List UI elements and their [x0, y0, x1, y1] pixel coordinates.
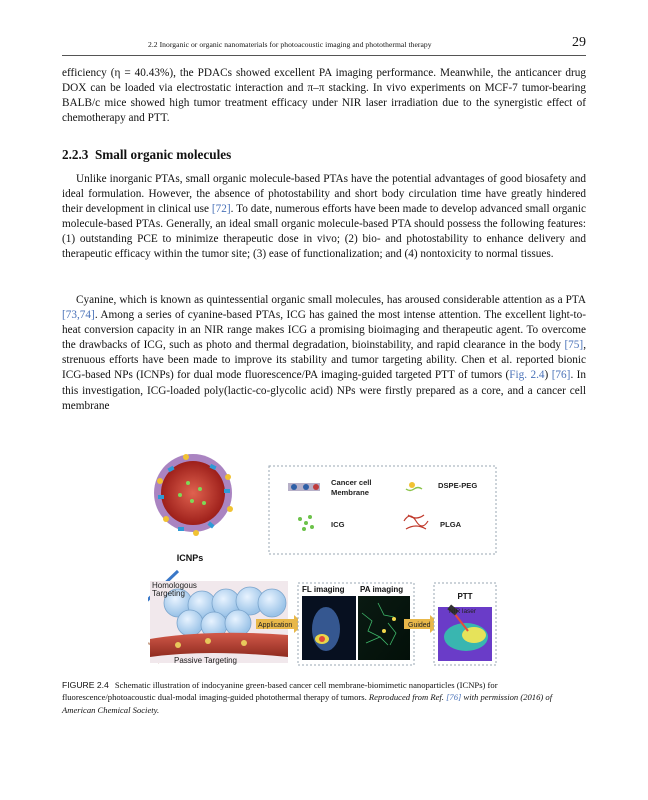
- page-number: 29: [572, 35, 586, 50]
- paragraph-3: [62, 293, 586, 414]
- paragraph-1-text: efficiency (η = 40.43%), the PDACs showed excellent PA imaging performance. Meanwhile, the anticancer drug DOX can be loaded via electrostatic interaction and π–π stacking. In vivo experiments on MCF-7 tumor-bearing BALB/c mice showed high tumor treatment efficacy under NIR laser irradiation due to the synergistic effect of chemotherapy and PTT.: [62, 67, 586, 125]
- ptt-label: PTT: [457, 592, 473, 601]
- figure-illustration: [148, 443, 498, 667]
- figure-caption: FIGURE 2.4 Schematic illustration of indocyanine green-based cancer cell membrane-biomimetic nanoparticles (ICNPs) for fluorescence/photoacoustic dual-modal imaging-guided photothermal therapy of tumors. Reproduced from Ref. [76] with permission (2016) of American Chemical Society.: [62, 680, 553, 715]
- header-rule: [62, 55, 586, 56]
- paragraph-2: [62, 172, 586, 263]
- figure-2-4: [148, 443, 498, 667]
- legend-icg: ICG: [331, 520, 345, 529]
- homologous-label: Homologous: [152, 581, 197, 590]
- running-header: [62, 36, 586, 52]
- section-number: 2.2.3: [62, 147, 89, 162]
- section-title: Small organic molecules: [94, 147, 232, 162]
- nir-laser-label: NIR laser: [449, 608, 477, 615]
- citation-link[interactable]: [76]: [551, 369, 571, 382]
- legend-cancer-cell: Cancer cell: [331, 478, 372, 487]
- component-legend: [269, 466, 496, 554]
- legend-dspe-peg: DSPE-PEG: [438, 481, 478, 490]
- citation-link[interactable]: [72]: [211, 203, 231, 216]
- legend-plga: PLGA: [440, 520, 462, 529]
- guided-label: Guided: [408, 622, 431, 629]
- paragraph-1: [62, 66, 586, 126]
- icnps-label: ICNPs: [176, 553, 204, 563]
- legend-membrane: Membrane: [331, 488, 369, 497]
- icnp-particle: [154, 454, 233, 536]
- fl-imaging-label: FL imaging: [302, 585, 345, 594]
- paragraph-2-text: Unlike inorganic PTAs, small organic molecule-based PTAs have the potential advantages of good biosafety and ideal formulation. However, the absence of photostability and short body circulation time have greatly hindered their development in clinical use [72]. To date, numerous efforts have been made to develop advanced small organic molecule-based PTAs. Generally, an ideal small organic molecule-based PTA should possess the following features: (1) outstanding PCE to minimize therapeutic dose in vivo; (2) bio- and photostability to enhance delivery and therapeutic efficacy within the tumor site; (3) ease of functionalization; and (4) nontoxicity to normal tissues.: [62, 173, 586, 261]
- citation-link[interactable]: [73,74]: [62, 309, 95, 322]
- imaging-panel: [298, 583, 414, 665]
- section-heading: [62, 147, 231, 163]
- citation-link[interactable]: [75]: [564, 339, 584, 352]
- citation-link[interactable]: [76]: [446, 692, 462, 703]
- figure-link[interactable]: Fig. 2.4: [509, 369, 545, 382]
- running-title: 2.2 Inorganic or organic nanomaterials for photoacoustic imaging and photothermal therapy: [148, 40, 432, 49]
- application-label: Application: [258, 622, 293, 629]
- passive-targeting-label: Passive Targeting: [174, 656, 237, 665]
- paragraph-3-text: Cyanine, which is known as quintessential organic small molecules, has aroused considerable attention as a PTA [73,74]. Among a series of cyanine-based PTAs, ICG has gained the most intense attention. The excellent light-to-heat conversion capacity in an NIR range makes ICG a promising bioimaging and therapeutic agent. To overcome the drawbacks of ICG, such as photo and thermal degradation, bioinstability, and rapid clearance in the body [75], strenuous efforts have been made to improve its stability and tumor targeting ability. Chen et al. reported bionic ICG-based NPs (ICNPs) for dual mode fluorescence/PA imaging-guided targeted PTT of tumors (Fig. 2.4) [76]. In this investigation, ICG-loaded poly(lactic-co-glycolic acid) NPs were firstly prepared as a core, and a cancer cell membrane: [62, 294, 587, 412]
- caption-label: FIGURE 2.4: [62, 680, 109, 690]
- targeting-label: Targeting: [152, 589, 185, 598]
- pa-imaging-label: PA imaging: [360, 585, 404, 594]
- membrane-icon: [288, 483, 320, 491]
- caption-text: Schematic illustration of indocyanine green-based cancer cell membrane-biomimetic nanoparticles (ICNPs) for fluorescence/photoacoustic dual-modal imaging-guided photothermal therapy of tumors.: [62, 680, 498, 703]
